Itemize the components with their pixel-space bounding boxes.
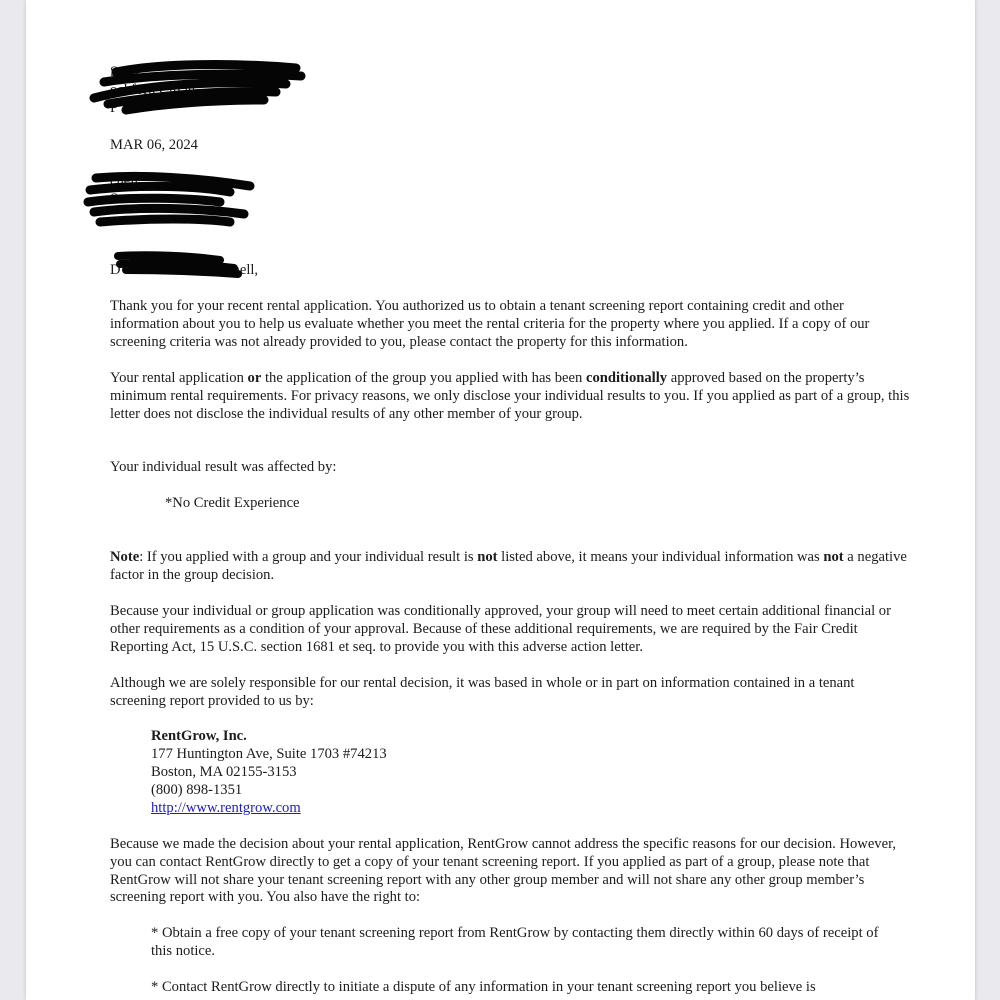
sender-line-2: ockford Circle xyxy=(110,82,195,98)
salutation: D hell, xyxy=(110,262,259,278)
rights-item-1: * Obtain a free copy of your tenant screening report from RentGrow by contacting them directly within 60 days of receipt of this notice. xyxy=(151,925,879,959)
letter-date: MAR 06, 2024 xyxy=(110,137,198,153)
agency-website-link[interactable]: http://www.rentgrow.com xyxy=(151,800,301,816)
paragraph-intro: Thank you for your recent rental application. You authorized us to obtain a tenant screening report containing credit and other information about you to help us evaluate whether you meet the rental criteria for the property where you applied. If a copy of our screening criteria was not already provided to you, please contact the property for this information. xyxy=(110,298,870,350)
recipient-line-1: chell xyxy=(110,173,139,189)
letter-page xyxy=(26,0,975,1000)
paragraph-contact-rights: Because we made the decision about your rental application, RentGrow cannot address the specific reasons for our decision. However, you can contact RentGrow directly to get a copy of your tenant screening report. If you applied as part of a group, please note that RentGrow will not share your tenant screening report with any other group member and will not share any other group member’s screening report with you. You also have the right to: xyxy=(110,836,896,906)
agency-phone: (800) 898-1351 xyxy=(151,782,243,798)
agency-address-2: Boston, MA 02155-3153 xyxy=(151,764,297,780)
paragraph-fcra: Because your individual or group application was conditionally approved, your group will need to meet certain additional financial or other requirements as a condition of your approval. Because of these additional requirements, we are required by the Fair Credit Reporting Act, 15 U.S.C. section 1681 et seq. to provide you with this adverse action letter. xyxy=(110,603,891,655)
sender-line-3: P 8 xyxy=(110,100,129,116)
note-paragraph: Note: If you applied with a group and your individual result is not listed above, it means your individual information was not a negative factor in the group decision. xyxy=(110,549,907,583)
paragraph-decision: Your rental application or the application of the group you applied with has been conditionally approved based on the property’s minimum rental requirements. For privacy reasons, we only disclose your individual results to you. If you applied as part of a group, this letter does not disclose the individual results of any other member of your group. xyxy=(110,370,910,422)
agency-name: RentGrow, Inc. xyxy=(151,728,247,744)
recipient-line-2: St xyxy=(110,191,123,207)
agency-address-1: 177 Huntington Ave, Suite 1703 #74213 xyxy=(151,746,387,762)
sender-line-1: S nts xyxy=(110,64,139,80)
result-heading: Your individual result was affected by: xyxy=(110,459,337,475)
result-item: *No Credit Experience xyxy=(165,495,300,511)
rights-item-2: * Contact RentGrow directly to initiate a dispute of any information in your tenant screening report you believe is xyxy=(151,979,816,995)
paragraph-report-source: Although we are solely responsible for our rental decision, it was based in whole or in part on information contained in a tenant screening report provided to us by: xyxy=(110,675,855,709)
